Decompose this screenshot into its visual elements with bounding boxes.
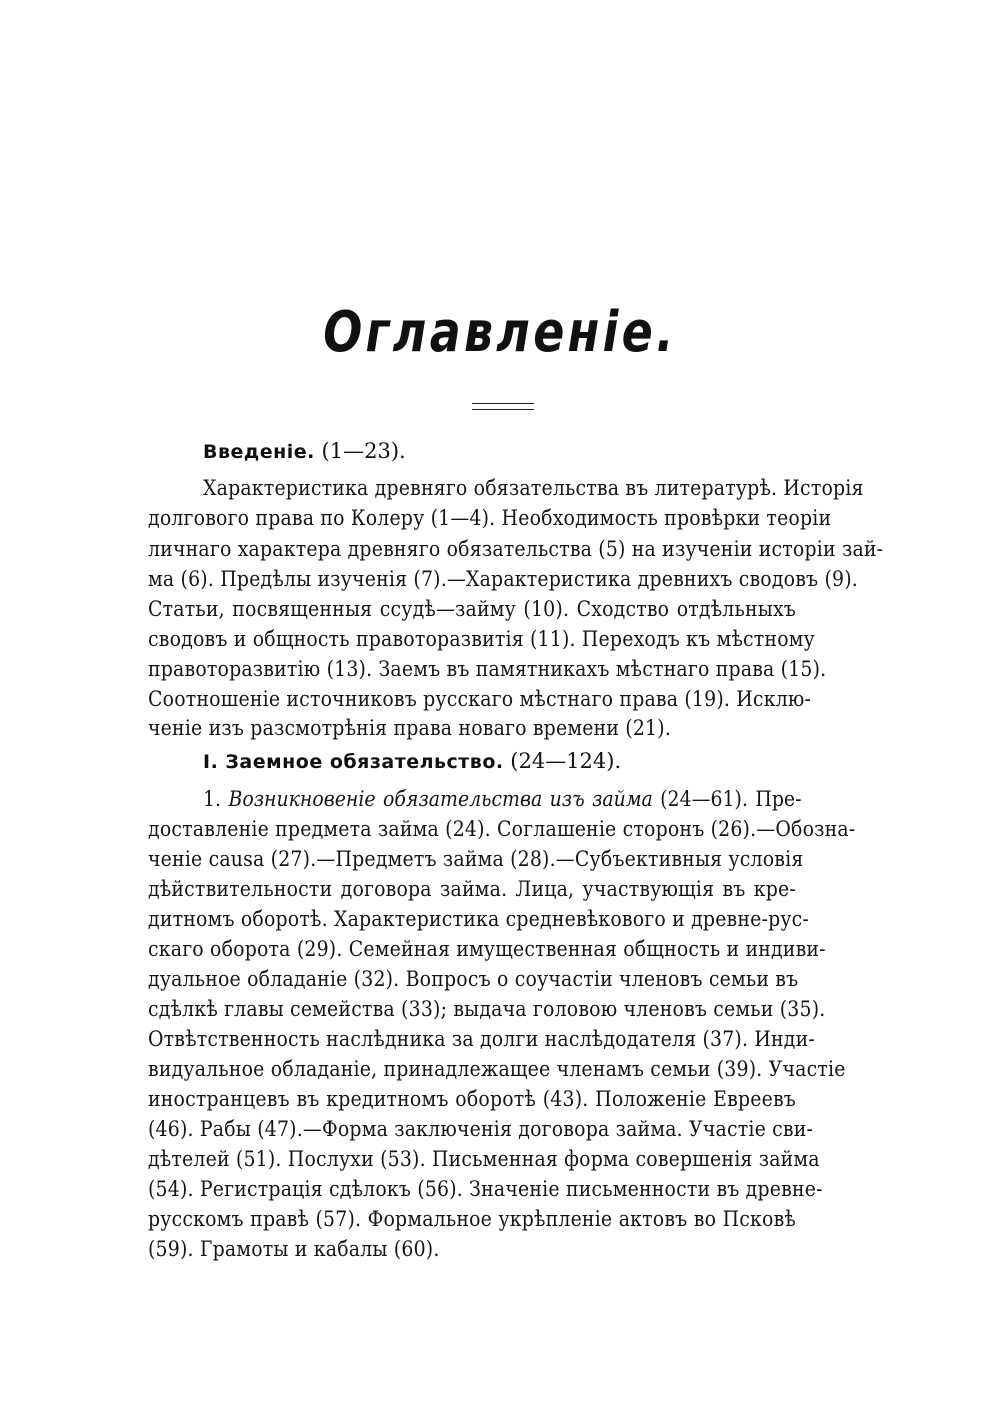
intro-line: ченіе изъ разсмотрѣнія права новаго времени (21). [148,716,672,740]
title-divider [472,403,534,404]
subsection-number: 1. [203,787,229,811]
part1-line: скаго оборота (29). Семейная имущественная общность и индиви- [148,937,826,961]
part1-line: (46). Рабы (47).—Форма заключенія договора займа. Участіе сви- [148,1117,814,1141]
part1-page-range: (24—124). [503,749,622,773]
part1-line: ченіе causa (27).—Предметъ займа (28).—Субъективныя условія [148,847,804,871]
intro-line: Статьи, посвященныя ссудѣ—займу (10). Сходство отдѣльныхъ [148,597,796,621]
subsection-range: (24—61). Пре- [652,787,802,811]
intro-line: Характеристика древняго обязательства въ литературѣ. Исторія [203,476,864,500]
part1-heading [203,746,621,777]
subsection-title: Возникновеніе обязательства изъ займа [228,787,653,811]
intro-line: долгового права по Колеру (1—4). Необходимость провѣрки теоріи [148,506,832,530]
part1-line: дуальное обладаніе (32). Вопросъ о соучастіи членовъ семьи въ [148,967,799,991]
part1-line: (59). Грамоты и кабалы (60). [148,1237,440,1261]
part1-line: сдѣлкѣ главы семейства (33); выдача головою членовъ семьи (35). [148,997,826,1021]
intro-line: правоторазвитію (13). Заемъ въ памятникахъ мѣстнаго права (15). [148,657,827,681]
part1-line: Отвѣтственность наслѣдника за долги наслѣдодателя (37). Инди- [148,1027,815,1051]
intro-line: сводовъ и общность правоторазвитія (11). Переходъ къ мѣстному [148,627,815,651]
page-title: Оглавленіе. [323,300,677,365]
intro-heading-label: Введеніе. [203,441,315,463]
part1-line: дѣтелей (51). Послухи (53). Письменная форма совершенія займа [148,1147,820,1171]
intro-line: Соотношеніе источниковъ русскаго мѣстнаго права (19). Исклю- [148,687,812,711]
intro-line: ма (6). Предѣлы изученія (7).—Характеристика древнихъ сводовъ (9). [148,567,858,591]
part1-line: дѣйствительности договора займа. Лица, участвующія въ кре- [148,877,796,901]
part1-subsection-first-line [203,784,802,814]
title-divider-second [472,409,534,410]
intro-page-range: (1—23). [314,439,406,463]
part1-line: русскомъ правѣ (57). Формальное укрѣпленіе актовъ во Псковѣ [148,1207,796,1231]
part1-line: дитномъ оборотѣ. Характеристика средневѣкового и древне-рус- [148,907,810,931]
part1-line: (54). Регистрація сдѣлокъ (56). Значеніе письменности въ древне- [148,1177,823,1201]
part1-heading-label: I. Заемное обязательство. [203,751,504,773]
intro-line: личнаго характера древняго обязательства (5) на изученіи исторіи зай- [148,537,884,561]
part1-line: иностранцевъ въ кредитномъ оборотѣ (43). Положеніе Евреевъ [148,1087,796,1111]
intro-heading [203,436,406,467]
part1-line: доставленіе предмета займа (24). Соглашеніе сторонъ (26).—Обозна- [148,817,856,841]
part1-line: видуальное обладаніе, принадлежащее членамъ семьи (39). Участіе [148,1057,846,1081]
